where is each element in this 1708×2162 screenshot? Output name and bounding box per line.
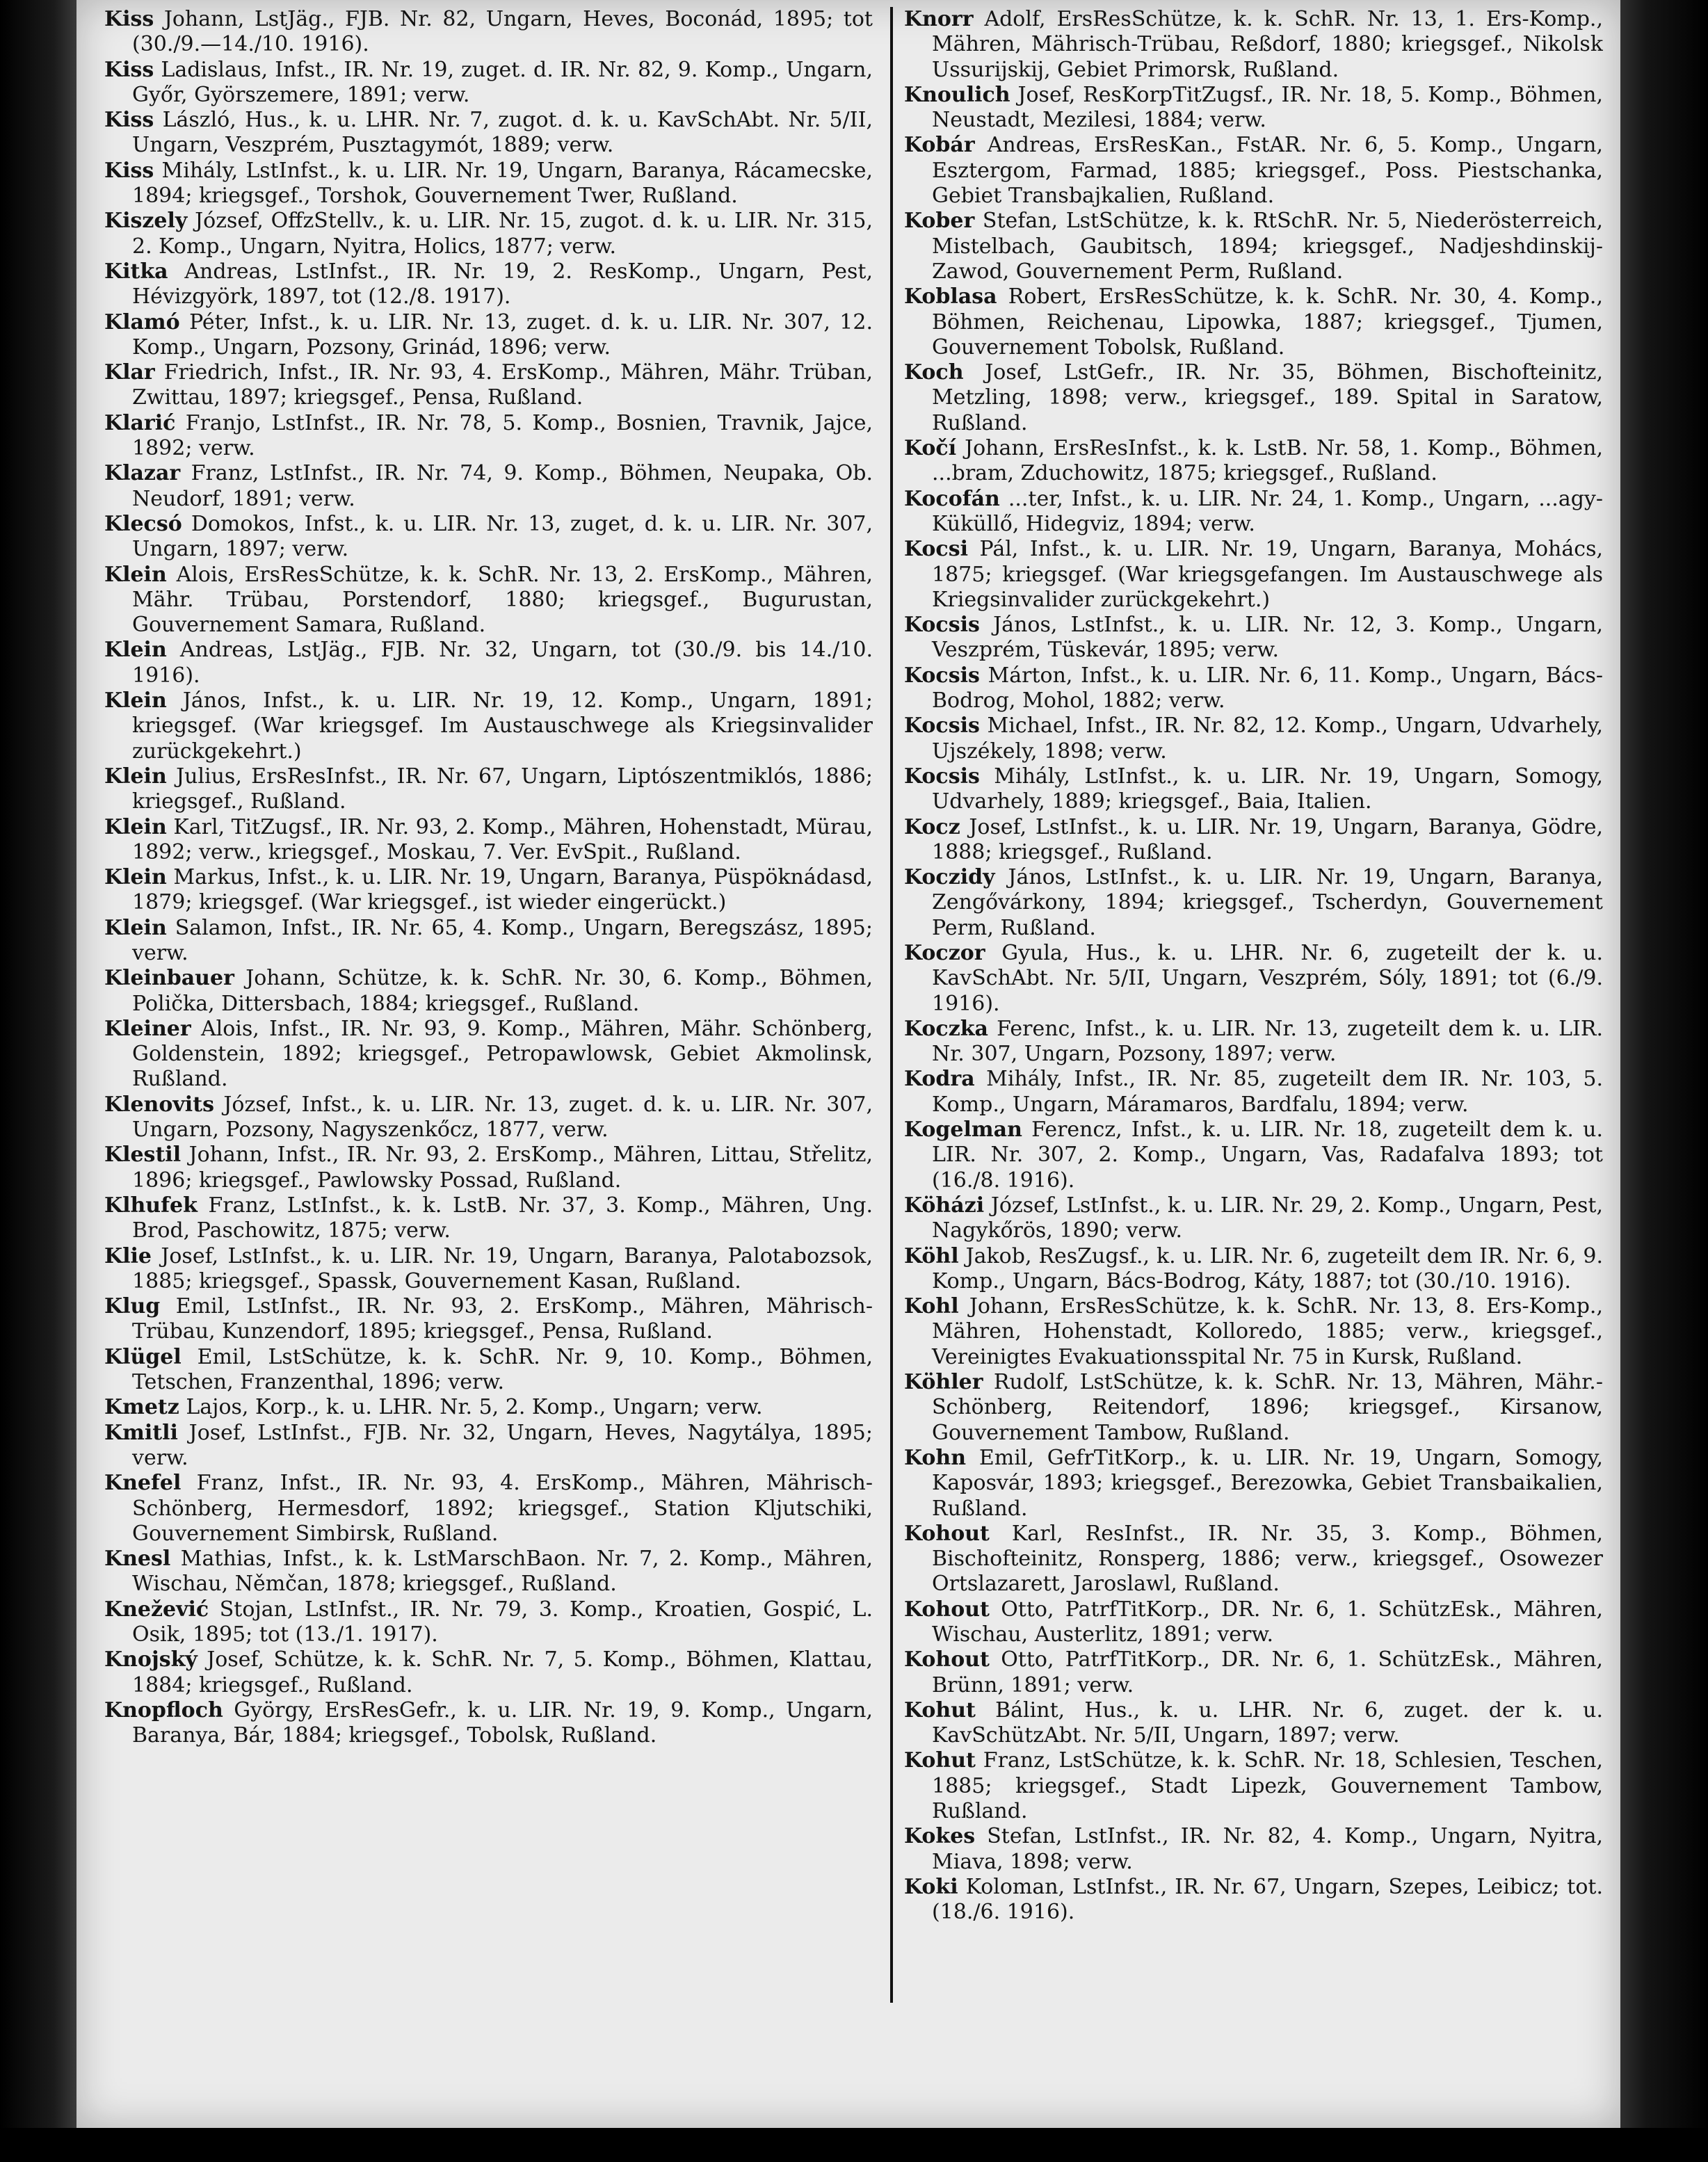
list-entry	[904, 133, 1603, 209]
entry-details: Franjo, LstInfst., IR. Nr. 78, 5. Komp., Bosnien, Travnik, Jajce, 1892; verw.	[132, 410, 873, 461]
list-entry	[904, 83, 1603, 134]
list-entry	[904, 537, 1603, 613]
list-entry	[104, 1345, 873, 1396]
entry-details: Emil, LstSchütze, k. k. SchR. Nr. 9, 10. Komp., Böhmen, Tetschen, Franzenthal, 1896; verw.	[132, 1344, 873, 1395]
entry-details: Franz, LstInfst., k. k. LstB. Nr. 37, 3. Komp., Mähren, Ung. Brod, Paschowitz, 1875; verw.	[132, 1193, 873, 1243]
entry-surname: Knefel	[104, 1471, 182, 1496]
list-entry	[104, 563, 873, 638]
list-entry	[104, 1193, 873, 1244]
entry-details: Michael, Infst., IR. Nr. 82, 12. Komp., Ungarn, Udvarhely, Ujszékely, 1898; verw.	[932, 713, 1603, 764]
entry-details: Otto, PatrfTitKorp., DR. Nr. 6, 1. SchützEsk., Mähren, Wischau, Austerlitz, 1891; verw.	[932, 1597, 1603, 1647]
entry-details: Alois, Infst., IR. Nr. 93, 9. Komp., Mähren, Mähr. Schönberg, Goldenstein, 1892; kriegsgef., Petropawlowsk, Gebiet Akmolinsk, Rußland.	[132, 1016, 873, 1092]
list-entry	[904, 1522, 1603, 1597]
entry-details: Josef, ResKorpTitZugsf., IR. Nr. 18, 5. Komp., Böhmen, Neustadt, Mezilesi, 1884; verw.	[932, 82, 1603, 133]
list-entry	[104, 108, 873, 159]
list-entry	[104, 916, 873, 967]
list-entry	[104, 1244, 873, 1295]
entry-details: Friedrich, Infst., IR. Nr. 93, 4. ErsKomp., Mähren, Mähr. Trüban, Zwittau, 1897; kriegsgef., Pensa, Rußland.	[132, 360, 873, 410]
entry-details: Domokos, Infst., k. u. LIR. Nr. 13, zuget, d. k. u. LIR. Nr. 307, Ungarn, 1897; verw.	[132, 511, 873, 562]
entry-details: Gyula, Hus., k. u. LHR. Nr. 6, zugeteilt der k. u. KavSchAbt. Nr. 5/II, Ungarn, Veszprém, Sóly, 1891; tot (6./9. 1916).	[932, 940, 1603, 1016]
list-entry	[104, 360, 873, 411]
entry-details: Andreas, LstJäg., FJB. Nr. 32, Ungarn, tot (30./9. bis 14./10. 1916).	[132, 638, 873, 688]
list-entry	[904, 713, 1603, 764]
entry-surname: Kogelman	[904, 1118, 1022, 1143]
entry-surname: Klestil	[104, 1143, 182, 1168]
entry-surname: Kokes	[904, 1824, 976, 1849]
entry-surname: Klarić	[104, 410, 176, 435]
list-entry	[104, 1597, 873, 1648]
entry-surname: Klein	[104, 638, 167, 663]
list-entry	[104, 512, 873, 563]
list-entry	[104, 310, 873, 361]
entry-details: Bálint, Hus., k. u. LHR. Nr. 6, zuget. der k. u. KavSchützAbt. Nr. 5/II, Ungarn, 1897; verw.	[932, 1697, 1603, 1748]
entry-surname: Koblasa	[904, 284, 997, 309]
scan-right-edge	[1620, 0, 1708, 2162]
list-entry	[904, 1244, 1603, 1295]
list-entry	[904, 941, 1603, 1017]
entry-surname: Kocsis	[904, 713, 980, 739]
list-entry	[904, 1118, 1603, 1193]
entry-details: János, LstInfst., k. u. LIR. Nr. 12, 3. Komp., Ungarn, Veszprém, Tüskevár, 1895; verw.	[932, 613, 1603, 663]
list-entry	[104, 1294, 873, 1345]
entry-details: Ferenc, Infst., k. u. LIR. Nr. 13, zugeteilt dem k. u. LIR. Nr. 307, Ungarn, Pozsony, 1897; verw.	[932, 1016, 1603, 1067]
entry-details: Alois, ErsResSchütze, k. k. SchR. Nr. 13, 2. ErsKomp., Mähren, Mähr. Trübau, Porstendorf, 1880; kriegsgef., Bugurustan, Gouvernement Samara, Rußland.	[132, 562, 873, 638]
entry-surname: Koch	[904, 360, 964, 385]
list-entry	[104, 966, 873, 1017]
list-entry	[104, 638, 873, 688]
list-entry	[904, 284, 1603, 360]
list-entry	[104, 865, 873, 916]
entry-surname: Koczor	[904, 940, 985, 965]
list-entry	[104, 688, 873, 764]
list-entry	[904, 7, 1603, 83]
entry-details: Josef, LstInfst., k. u. LIR. Nr. 19, Ungarn, Baranya, Gödre, 1888; kriegsgef., Rußland.	[932, 814, 1603, 864]
entry-surname: Klhufek	[104, 1193, 198, 1218]
list-entry	[904, 1370, 1603, 1446]
entry-surname: Klenovits	[104, 1092, 214, 1117]
list-entry	[104, 1421, 873, 1471]
list-entry	[104, 209, 873, 259]
entry-surname: Klazar	[104, 461, 181, 486]
entry-surname: Klein	[104, 562, 167, 587]
entry-surname: Kocz	[904, 814, 960, 839]
entry-details: Robert, ErsResSchütze, k. k. SchR. Nr. 30, 4. Komp., Böhmen, Reichenau, Lipowka, 1887; kriegsgef., Tjumen, Gouvernement Tobolsk, Rußland.	[932, 284, 1603, 360]
entry-details: József, OffzStellv., k. u. LIR. Nr. 15, zugot. d. k. u. LIR. Nr. 315, 2. Komp., Ungarn, Nyitra, Holics, 1877; verw.	[132, 209, 873, 259]
entry-details: Karl, TitZugsf., IR. Nr. 93, 2. Komp., Mähren, Hohenstadt, Mürau, 1892; verw., kriegsgef., Moskau, 7. Ver. EvSpit., Rußland.	[132, 814, 873, 864]
entry-surname: Kitka	[104, 259, 168, 284]
list-entry	[104, 1698, 873, 1749]
entry-details: János, LstInfst., k. u. LIR. Nr. 19, Ungarn, Baranya, Zengővárkony, 1894; kriegsgef., Tscherdyn, Gouvernement Perm, Rußland.	[932, 865, 1603, 940]
entry-surname: Kober	[904, 209, 975, 234]
entry-surname: Kodra	[904, 1067, 975, 1092]
list-entry	[904, 663, 1603, 714]
list-entry	[904, 1294, 1603, 1370]
entry-surname: Koczidy	[904, 865, 995, 890]
entry-surname: Kleiner	[104, 1016, 191, 1041]
list-entry	[104, 1471, 873, 1547]
entry-surname: Köhl	[904, 1243, 959, 1268]
entry-surname: Klug	[104, 1294, 161, 1319]
entry-surname: Kohut	[904, 1697, 976, 1723]
list-entry	[104, 815, 873, 866]
entry-details: Mathias, Infst., k. k. LstMarschBaon. Nr. 7, 2. Komp., Mähren, Wischau, Němčan, 1878; kriegsgef., Rußland.	[132, 1547, 873, 1597]
entry-surname: Kiss	[104, 108, 154, 133]
entry-surname: Kocsi	[904, 537, 968, 562]
list-entry	[104, 1092, 873, 1143]
entry-details: Johann, Infst., IR. Nr. 93, 2. ErsKomp., Mähren, Littau, Střelitz, 1896; kriegsgef., Pawlowsky Possad, Rußland.	[132, 1143, 873, 1193]
entry-details: Pál, Infst., k. u. LIR. Nr. 19, Ungarn, Baranya, Mohács, 1875; kriegsgef. (War kriegsgefangen. Im Austauschwege als Kriegsinvalider zurückgekehrt.)	[932, 537, 1603, 612]
list-entry	[904, 1748, 1603, 1824]
entry-details: Josef, LstGefr., IR. Nr. 35, Böhmen, Bischofteinitz, Metzling, 1898; verw., kriegsgef., 189. Spital in Saratow, Rußland.	[932, 360, 1603, 435]
list-entry	[904, 209, 1603, 284]
list-entry	[904, 487, 1603, 538]
entry-surname: Kocsis	[904, 764, 980, 789]
entry-surname: Kiszely	[104, 209, 188, 234]
entry-details: Emil, LstInfst., IR. Nr. 93, 2. ErsKomp., Mähren, Mährisch-Trübau, Kunzendorf, 1895; kriegsgef., Pensa, Rußland.	[132, 1294, 873, 1344]
entry-surname: Kohl	[904, 1294, 959, 1319]
entry-surname: Klein	[104, 764, 167, 789]
entry-surname: Kmetz	[104, 1395, 179, 1420]
entry-details: Mihály, LstInfst., k. u. LIR. Nr. 19, Ungarn, Somogy, Udvarhely, 1889; kriegsgef., Baia, Italien.	[932, 764, 1603, 814]
right-column	[904, 7, 1603, 1989]
entry-surname: Köházi	[904, 1193, 985, 1218]
entry-surname: Klecsó	[104, 511, 182, 536]
entry-surname: Koczka	[904, 1016, 988, 1041]
list-entry	[904, 865, 1603, 941]
list-entry	[104, 159, 873, 209]
scan-left-edge	[0, 0, 76, 2162]
entry-details: József, LstInfst., k. u. LIR. Nr. 29, 2. Komp., Ungarn, Pest, Nagykőrös, 1890; verw.	[932, 1193, 1603, 1243]
entry-details: Julius, ErsResInfst., IR. Nr. 67, Ungarn, Liptószentmiklós, 1886; kriegsgef., Rußland.	[132, 764, 873, 814]
entry-details: György, ErsResGefr., k. u. LIR. Nr. 19, 9. Komp., Ungarn, Baranya, Bár, 1884; kriegsgef., Tobolsk, Rußland.	[132, 1697, 873, 1748]
entry-surname: Köhler	[904, 1370, 983, 1395]
list-entry	[904, 815, 1603, 866]
entry-details: Jakob, ResZugsf., k. u. LIR. Nr. 6, zugeteilt dem IR. Nr. 6, 9. Komp., Ungarn, Bács-Bodrog, Káty, 1887; tot (30./10. 1916).	[932, 1243, 1603, 1293]
entry-surname: Kocsis	[904, 613, 980, 638]
entry-surname: Kohout	[904, 1521, 990, 1546]
entry-surname: Kiss	[104, 7, 154, 31]
entry-details: Stefan, LstInfst., IR. Nr. 82, 4. Komp., Ungarn, Nyitra, Miava, 1898; verw.	[932, 1824, 1603, 1874]
entry-details: Karl, ResInfst., IR. Nr. 35, 3. Komp., Böhmen, Bischofteinitz, Ronsperg, 1886; verw., kriegsgef., Osowezer Ortslazarett, Jaroslawl, Rußland.	[932, 1521, 1603, 1597]
entry-surname: Koki	[904, 1874, 958, 1899]
entry-surname: Kohut	[904, 1748, 976, 1773]
entry-surname: Klein	[104, 865, 167, 890]
entry-surname: Kocofán	[904, 486, 1000, 511]
entry-details: Lajos, Korp., k. u. LHR. Nr. 5, 2. Komp., Ungarn; verw.	[186, 1395, 763, 1420]
list-entry	[104, 259, 873, 310]
entry-surname: Knorr	[904, 7, 974, 31]
entry-surname: Kocsis	[904, 663, 980, 688]
entry-details: Ferencz, Infst., k. u. LIR. Nr. 18, zugeteilt dem k. u. LIR. Nr. 307, 2. Komp., Ungarn, Vas, Radafalva 1893; tot (16./8. 1916).	[932, 1118, 1603, 1193]
list-entry	[904, 1446, 1603, 1522]
entry-surname: Kočí	[904, 436, 957, 461]
entry-details: Péter, Infst., k. u. LIR. Nr. 13, zuget. d. k. u. LIR. Nr. 307, 12. Komp., Ungarn, Pozsony, Grinád, 1896; verw.	[132, 309, 873, 360]
entry-details: Márton, Infst., k. u. LIR. Nr. 6, 11. Komp., Ungarn, Bács-Bodrog, Mohol, 1882; verw.	[932, 663, 1603, 713]
list-entry	[904, 1017, 1603, 1067]
list-entry	[904, 1193, 1603, 1244]
list-entry	[104, 58, 873, 108]
entry-details: Andreas, LstInfst., IR. Nr. 19, 2. ResKomp., Ungarn, Pest, Hévizgyörk, 1897, tot (12./8. 1917).	[132, 259, 873, 309]
entry-surname: Kohn	[904, 1445, 967, 1470]
list-entry	[104, 1647, 873, 1698]
entry-details: János, Infst., k. u. LIR. Nr. 19, 12. Komp., Ungarn, 1891; kriegsgef. (War kriegsgef. Im Austauschwege als Kriegsinvalider zurückgekehrt.)	[132, 688, 873, 764]
entry-details: Ladislaus, Infst., IR. Nr. 19, zuget. d. IR. Nr. 82, 9. Komp., Ungarn, Győr, Györszemere, 1891; verw.	[132, 57, 873, 107]
scan-bottom-edge	[0, 2128, 1708, 2162]
entry-surname: Klein	[104, 915, 167, 940]
list-entry	[104, 461, 873, 512]
entry-surname: Klügel	[104, 1344, 182, 1369]
entry-surname: Knojský	[104, 1647, 198, 1672]
entry-details: Franz, LstInfst., IR. Nr. 74, 9. Komp., Böhmen, Neupaka, Ob. Neudorf, 1891; verw.	[132, 461, 873, 511]
entry-surname: Kiss	[104, 57, 154, 82]
entry-details: Josef, Schütze, k. k. SchR. Nr. 7, 5. Komp., Böhmen, Klattau, 1884; kriegsgef., Rußland.	[132, 1647, 873, 1697]
entry-details: Josef, LstInfst., FJB. Nr. 32, Ungarn, Heves, Nagytálya, 1895; verw.	[132, 1420, 873, 1470]
entry-details: Salamon, Infst., IR. Nr. 65, 4. Komp., Ungarn, Beregszász, 1895; verw.	[132, 915, 873, 965]
list-entry	[904, 1875, 1603, 1926]
entry-surname: Klamó	[104, 309, 180, 334]
list-entry	[904, 436, 1603, 487]
entry-details: Rudolf, LstSchütze, k. k. SchR. Nr. 13, Mähren, Mähr.-Schönberg, Reitendorf, 1896; kriegsgef., Kirsanow, Gouvernement Tambow, Rußland.	[932, 1370, 1603, 1445]
entry-details: Adolf, ErsResSchütze, k. k. SchR. Nr. 13, 1. Ers-Komp., Mähren, Mährisch-Trübau, Reßdorf, 1880; kriegsgef., Nikolsk Ussurijskij, Gebiet Primorsk, Rußland.	[932, 7, 1603, 82]
entry-details: József, Infst., k. u. LIR. Nr. 13, zuget. d. k. u. LIR. Nr. 307, Ungarn, Pozsony, Nagyszenkőcz, 1877, verw.	[132, 1092, 873, 1143]
entry-surname: Knežević	[104, 1597, 209, 1622]
list-entry	[904, 360, 1603, 436]
entry-details: László, Hus., k. u. LHR. Nr. 7, zugot. d. k. u. KavSchAbt. Nr. 5/II, Ungarn, Veszprém, Pusztagymót, 1889; verw.	[132, 108, 873, 158]
entry-details: Stojan, LstInfst., IR. Nr. 79, 3. Komp., Kroatien, Gospić, L. Osik, 1895; tot (13./1. 1917).	[132, 1597, 873, 1647]
list-entry	[104, 764, 873, 815]
list-entry	[904, 1597, 1603, 1648]
entry-details: ...ter, Infst., k. u. LIR. Nr. 24, 1. Komp., Ungarn, ...agy-Küküllő, Hidegviz, 1894; verw.	[932, 486, 1603, 536]
list-entry	[904, 1647, 1603, 1698]
entry-surname: Knoulich	[904, 82, 1010, 107]
entry-surname: Klar	[104, 360, 155, 385]
entry-surname: Kiss	[104, 158, 154, 183]
list-entry	[104, 1395, 873, 1420]
left-column	[104, 7, 873, 1989]
entry-details: Johann, Schütze, k. k. SchR. Nr. 30, 6. Komp., Böhmen, Polička, Dittersbach, 1884; kriegsgef., Rußland.	[132, 966, 873, 1016]
entry-details: Markus, Infst., k. u. LIR. Nr. 19, Ungarn, Baranya, Püspöknádasd, 1879; kriegsgef. (War kriegsgef., ist wieder eingerückt.)	[132, 865, 873, 915]
list-entry	[904, 764, 1603, 815]
entry-details: Andreas, ErsResKan., FstAR. Nr. 6, 5. Komp., Ungarn, Esztergom, Farmad, 1885; kriegsgef., Poss. Piestschanka, Gebiet Transbajkalien, Rußland.	[932, 133, 1603, 209]
entry-surname: Klein	[104, 688, 167, 713]
entry-details: Johann, LstJäg., FJB. Nr. 82, Ungarn, Heves, Boconád, 1895; tot (30./9.—14./10. 1916).	[132, 7, 873, 57]
list-entry	[904, 1067, 1603, 1118]
entry-details: Emil, GefrTitKorp., k. u. LIR. Nr. 19, Ungarn, Somogy, Kaposvár, 1893; kriegsgef., Berezowka, Gebiet Transbaikalien, Rußland.	[932, 1445, 1603, 1521]
entry-details: Koloman, LstInfst., IR. Nr. 67, Ungarn, Szepes, Leibicz; tot. (18./6. 1916).	[932, 1874, 1603, 1925]
entry-surname: Knesl	[104, 1547, 171, 1572]
entry-details: Otto, PatrfTitKorp., DR. Nr. 6, 1. SchützEsk., Mähren, Brünn, 1891; verw.	[932, 1647, 1603, 1697]
list-entry	[104, 7, 873, 58]
entry-surname: Kobár	[904, 133, 975, 158]
entry-surname: Klein	[104, 814, 167, 839]
entry-details: Johann, ErsResSchütze, k. k. SchR. Nr. 13, 8. Ers-Komp., Mähren, Hohenstadt, Kolloredo, 1885; verw., kriegsgef., Vereinigtes Evakuationsspital Nr. 75 in Kursk, Rußland.	[932, 1294, 1603, 1369]
entry-details: Mihály, LstInfst., k. u. LIR. Nr. 19, Ungarn, Baranya, Rácamecske, 1894; kriegsgef., Torshok, Gouvernement Twer, Rußland.	[132, 158, 873, 209]
column-divider	[890, 7, 893, 2003]
entry-details: Stefan, LstSchütze, k. k. RtSchR. Nr. 5, Niederösterreich, Mistelbach, Gaubitsch, 1894; kriegsgef., Nadjeshdinskij-Zawod, Gouvernement Perm, Rußland.	[932, 209, 1603, 284]
list-entry	[104, 1017, 873, 1092]
entry-surname: Knopfloch	[104, 1697, 223, 1723]
entry-surname: Kohout	[904, 1597, 990, 1622]
entry-surname: Kmitli	[104, 1420, 178, 1445]
list-entry	[104, 1547, 873, 1597]
entry-details: Josef, LstInfst., k. u. LIR. Nr. 19, Ungarn, Baranya, Palotabozsok, 1885; kriegsgef., Spassk, Gouvernement Kasan, Rußland.	[132, 1243, 873, 1293]
list-entry	[104, 1143, 873, 1193]
list-entry	[904, 613, 1603, 663]
entry-details: Franz, LstSchütze, k. k. SchR. Nr. 18, Schlesien, Teschen, 1885; kriegsgef., Stadt Lipezk, Gouvernement Tambow, Rußland.	[932, 1748, 1603, 1824]
entry-surname: Kleinbauer	[104, 966, 234, 991]
entry-surname: Kohout	[904, 1647, 990, 1672]
entry-details: Mihály, Infst., IR. Nr. 85, zugeteilt dem IR. Nr. 103, 5. Komp., Ungarn, Máramaros, Bardfalu, 1894; verw.	[932, 1067, 1603, 1117]
list-entry	[104, 411, 873, 462]
entry-details: Johann, ErsResInfst., k. k. LstB. Nr. 58, 1. Komp., Böhmen, ...bram, Zduchowitz, 1875; kriegsgef., Rußland.	[932, 436, 1603, 486]
list-entry	[904, 1824, 1603, 1875]
list-entry	[904, 1698, 1603, 1749]
entry-surname: Klie	[104, 1243, 152, 1268]
entry-details: Franz, Infst., IR. Nr. 93, 4. ErsKomp., Mähren, Mährisch-Schönberg, Hermesdorf, 1892; kriegsgef., Station Kljutschiki, Gouvernement Simbirsk, Rußland.	[132, 1471, 873, 1546]
